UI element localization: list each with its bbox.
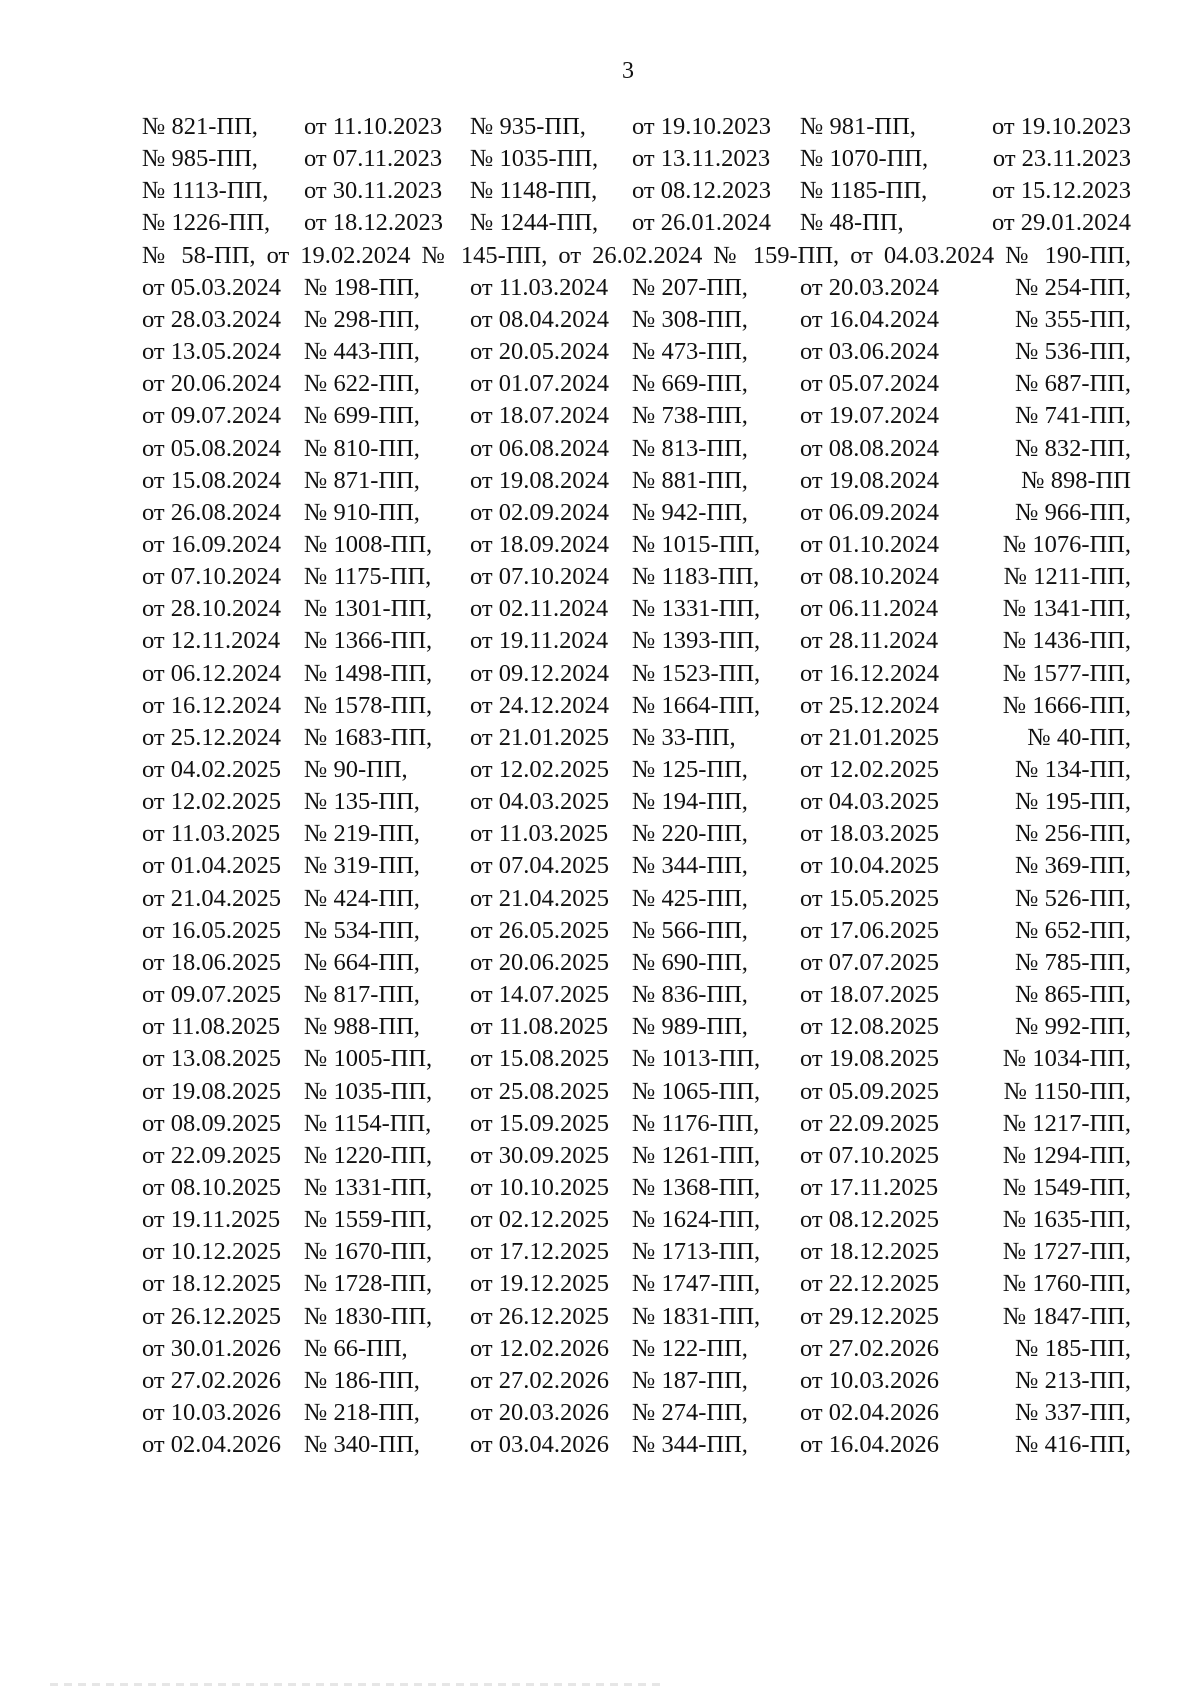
resolution-date: от 06.09.2024	[800, 498, 940, 526]
resolution-date: от 27.02.2026	[142, 1366, 282, 1394]
resolution-number: № 369-ПП,	[1015, 852, 1131, 880]
resolution-number: № 817-ПП,	[304, 981, 420, 1009]
resolution-date: от 27.02.2026	[470, 1366, 610, 1394]
list-line	[0, 399, 1200, 433]
resolution-number: № 425-ПП,	[632, 884, 748, 912]
resolution-number: № 966-ПП,	[1015, 498, 1131, 526]
resolution-number: № 1747-ПП,	[632, 1270, 761, 1298]
resolution-number: № 443-ПП,	[304, 338, 420, 366]
resolution-date: от 10.04.2025	[800, 852, 940, 880]
resolution-number: № 1154-ПП,	[304, 1109, 432, 1137]
resolution-number: № 652-ПП,	[1015, 916, 1131, 944]
resolution-number: № 1076-ПП,	[1002, 530, 1131, 558]
resolution-number: № 981-ПП,	[800, 113, 916, 140]
resolution-number: № 1523-ПП,	[632, 659, 761, 687]
resolution-number: № 186-ПП,	[304, 1366, 420, 1394]
list-line	[0, 496, 1200, 530]
resolution-number: № 198-ПП,	[304, 273, 420, 301]
resolution-date: от 26.12.2025	[470, 1302, 610, 1330]
resolution-date: от 18.09.2024	[470, 530, 610, 558]
resolution-number: № 622-ПП,	[304, 370, 420, 398]
resolution-number: № 1005-ПП,	[304, 1045, 433, 1073]
resolution-number: № 1624-ПП,	[632, 1206, 761, 1234]
resolution-date: от 15.08.2025	[470, 1045, 610, 1073]
resolution-date: от 19.10.2023	[632, 113, 772, 140]
resolution-date: от 02.12.2025	[470, 1206, 610, 1234]
list-line	[0, 785, 1200, 819]
resolution-date: от 03.04.2026	[470, 1431, 610, 1459]
resolution-date: от 29.12.2025	[800, 1302, 940, 1330]
resolution-date: от 20.03.2026	[470, 1399, 610, 1426]
list-line	[0, 1139, 1200, 1173]
resolution-date: от 06.11.2024	[800, 595, 939, 623]
resolution-date: от 19.07.2024	[800, 402, 940, 430]
resolution-number: № 810-ПП,	[304, 434, 420, 462]
list-line	[0, 1267, 1200, 1301]
resolution-date: от 19.10.2023	[991, 113, 1131, 140]
resolution-date: от 15.12.2023	[991, 177, 1131, 205]
list-line	[0, 1428, 1200, 1462]
resolution-date: от 17.06.2025	[800, 916, 940, 944]
resolution-number: № 699-ПП,	[304, 402, 420, 430]
resolution-date: от 23.11.2023	[992, 145, 1131, 173]
resolution-number: № 738-ПП,	[632, 402, 748, 430]
resolution-number: № 424-ПП,	[304, 884, 420, 912]
resolution-date: от 26.12.2025	[142, 1302, 282, 1330]
resolution-number: № 1498-ПП,	[304, 659, 433, 687]
resolution-number: № 669-ПП,	[632, 370, 748, 398]
resolution-date: от 28.10.2024	[142, 595, 282, 623]
list-line	[0, 1396, 1200, 1430]
resolution-date: от 01.07.2024	[470, 370, 610, 398]
resolution-date: от 05.09.2025	[800, 1077, 940, 1105]
resolution-date: от 08.12.2025	[800, 1206, 940, 1234]
resolution-number: № 125-ПП,	[632, 756, 748, 783]
resolution-number: № 1847-ПП,	[1002, 1302, 1131, 1330]
resolution-date: от 12.02.2025	[142, 788, 282, 816]
resolution-number: № 33-ПП,	[632, 723, 736, 751]
list-line	[0, 914, 1200, 948]
resolution-number: № 344-ПП,	[632, 1431, 748, 1459]
resolution-date: от 11.03.2024	[470, 273, 609, 301]
resolution-number: № 1211-ПП,	[1003, 563, 1131, 591]
resolution-date: от 22.09.2025	[142, 1141, 282, 1169]
resolution-date: от 16.09.2024	[142, 530, 282, 558]
resolution-date: от 02.09.2024	[470, 498, 610, 526]
resolution-number: № 898-ПП	[1021, 466, 1131, 494]
resolution-number: № 813-ПП,	[632, 434, 748, 462]
resolution-date: от 08.08.2024	[800, 434, 940, 462]
resolution-date: от 18.12.2025	[800, 1238, 940, 1266]
resolution-number: № 256-ПП,	[1015, 820, 1131, 848]
resolution-date: от 12.02.2025	[800, 756, 940, 783]
list-line	[0, 432, 1200, 466]
resolution-date: от 26.01.2024	[632, 209, 772, 237]
resolution-number: № 988-ПП,	[304, 1013, 420, 1041]
resolution-number: № 1760-ПП,	[1002, 1270, 1131, 1298]
resolution-number: № 1831-ПП,	[632, 1302, 761, 1330]
resolution-number: № 1176-ПП,	[632, 1109, 760, 1137]
resolution-date: от 19.08.2024	[470, 466, 610, 494]
resolution-date: от 11.03.2025	[142, 820, 281, 848]
resolution-date: от 02.11.2024	[470, 595, 609, 623]
resolution-date: от 04.02.2025	[142, 756, 282, 783]
resolution-date: от 09.12.2024	[470, 659, 610, 687]
list-line	[0, 817, 1200, 851]
resolution-number: № 821-ПП,	[142, 113, 258, 140]
resolution-date: от 17.11.2025	[800, 1173, 939, 1201]
resolution-number: № 1728-ПП,	[304, 1270, 433, 1298]
resolution-date: от 26.08.2024	[142, 498, 282, 526]
list-line	[0, 142, 1200, 176]
resolution-date: от 15.09.2025	[470, 1109, 610, 1137]
resolution-number: № 1393-ПП,	[632, 627, 761, 655]
resolution-number: № 1185-ПП,	[800, 177, 928, 205]
resolution-date: от 18.12.2025	[142, 1270, 282, 1298]
resolution-date: от 22.09.2025	[800, 1109, 940, 1137]
resolution-date: от 09.07.2024	[142, 402, 282, 430]
resolution-number: № 274-ПП,	[632, 1399, 748, 1426]
resolution-number: № 1559-ПП,	[304, 1206, 433, 1234]
resolution-date: от 30.11.2023	[304, 177, 443, 205]
resolution-date: от 16.05.2025	[142, 916, 282, 944]
resolution-number: № 1366-ПП,	[304, 627, 433, 655]
list-line	[0, 849, 1200, 883]
resolution-date: от 20.05.2024	[470, 338, 610, 366]
resolution-number: № 910-ПП,	[304, 498, 420, 526]
resolution-date: от 16.04.2026	[800, 1431, 940, 1459]
resolution-number: № 1220-ПП,	[304, 1141, 433, 1169]
resolution-number: № 1261-ПП,	[632, 1141, 761, 1169]
resolution-date: от 18.07.2024	[470, 402, 610, 430]
resolution-date: от 25.08.2025	[470, 1077, 610, 1105]
resolution-date: от 05.03.2024	[142, 273, 282, 301]
list-line	[0, 560, 1200, 594]
resolution-number: № 832-ПП,	[1015, 434, 1131, 462]
resolution-date: от 13.05.2024	[142, 338, 282, 366]
resolution-date: от 25.12.2024	[800, 691, 940, 719]
resolution-number: № 1294-ПП,	[1002, 1141, 1131, 1169]
resolution-number: № 1341-ПП,	[1002, 595, 1131, 623]
list-line	[0, 335, 1200, 369]
resolution-number: № 1683-ПП,	[304, 723, 433, 751]
resolution-number: № 1015-ПП,	[632, 530, 761, 558]
list-line	[0, 978, 1200, 1012]
resolution-number: № 526-ПП,	[1015, 884, 1131, 912]
list-line	[0, 174, 1200, 208]
resolution-number: № 254-ПП,	[1015, 273, 1131, 301]
resolution-number: № 66-ПП,	[304, 1334, 408, 1362]
resolution-number: № 194-ПП,	[632, 788, 748, 816]
page-number: 3	[622, 58, 634, 84]
resolution-number: № 1713-ПП,	[632, 1238, 761, 1266]
resolution-number: № 187-ПП,	[632, 1366, 748, 1394]
resolution-number: № 48-ПП,	[800, 209, 904, 237]
resolution-number: № 741-ПП,	[1015, 402, 1131, 430]
resolution-date: от 09.07.2025	[142, 981, 282, 1009]
resolution-date: от 14.07.2025	[470, 981, 610, 1009]
resolution-date: от 11.10.2023	[304, 113, 443, 140]
list-line	[0, 271, 1200, 305]
resolution-date: от 07.07.2025	[800, 948, 940, 976]
resolution-date: от 29.01.2024	[991, 209, 1131, 237]
resolution-number: № 344-ПП,	[632, 852, 748, 880]
list-line	[0, 689, 1200, 723]
resolution-number: № 992-ПП,	[1015, 1013, 1131, 1041]
list-line	[0, 1171, 1200, 1205]
resolution-number: № 473-ПП,	[632, 338, 748, 366]
resolution-number: № 135-ПП,	[304, 788, 420, 816]
resolution-date: от 12.08.2025	[800, 1013, 940, 1041]
resolution-number: № 1008-ПП,	[304, 530, 433, 558]
resolution-date: от 18.12.2023	[304, 209, 444, 237]
resolution-number: № 1217-ПП,	[1002, 1109, 1131, 1137]
resolution-date: от 13.11.2023	[632, 145, 771, 173]
resolution-date: от 28.11.2024	[800, 627, 939, 655]
resolution-number: № 355-ПП,	[1015, 305, 1131, 333]
resolution-date: от 21.04.2025	[470, 884, 610, 912]
resolution-date: от 19.08.2025	[800, 1045, 940, 1073]
resolution-number: № 1113-ПП,	[142, 177, 269, 205]
resolution-date: от 01.04.2025	[142, 852, 282, 880]
resolution-number: № 1070-ПП,	[800, 145, 929, 173]
list-line	[0, 1235, 1200, 1269]
resolution-date: от 06.12.2024	[142, 659, 282, 687]
resolution-number: № 1635-ПП,	[1002, 1206, 1131, 1234]
list-line	[0, 464, 1200, 498]
resolution-number: № 836-ПП,	[632, 981, 748, 1009]
resolution-number: № 308-ПП,	[632, 305, 748, 333]
resolution-date: от 02.04.2026	[800, 1399, 940, 1426]
resolution-number: № 1664-ПП,	[632, 691, 761, 719]
resolution-number: № 664-ПП,	[304, 948, 420, 976]
resolution-date: от 19.11.2025	[142, 1206, 281, 1234]
resolution-date: от 04.03.2025	[800, 788, 940, 816]
resolution-date: от 25.12.2024	[142, 723, 282, 751]
list-line	[0, 110, 1200, 144]
resolution-number: № 985-ПП,	[142, 145, 258, 173]
resolution-date: от 10.10.2025	[470, 1173, 610, 1201]
list-line	[0, 239, 1200, 273]
resolution-number: № 220-ПП,	[632, 820, 748, 848]
resolution-date: от 11.03.2025	[470, 820, 609, 848]
resolution-number: № 1436-ПП,	[1002, 627, 1131, 655]
list-line	[0, 1042, 1200, 1076]
resolution-date: от 16.12.2024	[800, 659, 940, 687]
list-line	[0, 624, 1200, 658]
resolution-date: от 19.12.2025	[470, 1270, 610, 1298]
resolution-number: № 195-ПП,	[1015, 788, 1131, 816]
resolution-date: от 06.08.2024	[470, 434, 610, 462]
list-line	[0, 1010, 1200, 1044]
resolution-number: № 1150-ПП,	[1003, 1077, 1131, 1105]
resolution-date: от 07.10.2024	[142, 563, 282, 591]
resolution-date: от 10.12.2025	[142, 1238, 282, 1266]
list-line	[0, 721, 1200, 755]
resolution-date: от 16.12.2024	[142, 691, 282, 719]
list-line	[0, 753, 1200, 787]
resolution-date: от 20.03.2024	[800, 273, 940, 301]
resolution-date: от 16.04.2024	[800, 305, 940, 333]
resolution-number: № 213-ПП,	[1015, 1366, 1131, 1394]
resolution-date: от 12.02.2026	[470, 1334, 610, 1362]
resolution-number: № 298-ПП,	[304, 305, 420, 333]
resolution-number: № 935-ПП,	[470, 113, 586, 140]
resolution-date: от 19.08.2024	[800, 466, 940, 494]
resolution-date: от 03.06.2024	[800, 338, 940, 366]
resolution-number: № 536-ПП,	[1015, 338, 1131, 366]
resolution-number: № 690-ПП,	[632, 948, 748, 976]
list-line-text: № 58-ПП, от 19.02.2024 № 145-ПП, от 26.02.2024 № 159-ПП, от 04.03.2024 № 190-ПП,	[142, 241, 1131, 269]
resolution-date: от 07.10.2025	[800, 1141, 940, 1169]
resolution-number: № 1035-ПП,	[470, 145, 599, 173]
resolution-number: № 134-ПП,	[1015, 756, 1131, 783]
resolution-number: № 1013-ПП,	[632, 1045, 761, 1073]
list-line	[0, 303, 1200, 337]
resolution-number: № 1331-ПП,	[304, 1173, 433, 1201]
resolution-date: от 30.09.2025	[470, 1141, 610, 1169]
resolution-date: от 08.10.2025	[142, 1173, 282, 1201]
resolution-number: № 1331-ПП,	[632, 595, 761, 623]
resolution-number: № 1578-ПП,	[304, 691, 433, 719]
resolution-number: № 219-ПП,	[304, 820, 420, 848]
resolution-number: № 1549-ПП,	[1002, 1173, 1131, 1201]
resolution-date: от 19.08.2025	[142, 1077, 282, 1105]
list-line	[0, 882, 1200, 916]
resolution-date: от 04.03.2025	[470, 788, 610, 816]
list-line	[0, 592, 1200, 626]
resolution-number: № 1670-ПП,	[304, 1238, 433, 1266]
scan-artifact	[50, 1683, 660, 1686]
resolution-date: от 15.08.2024	[142, 466, 282, 494]
resolution-number: № 1175-ПП,	[304, 563, 432, 591]
resolution-number: № 1830-ПП,	[304, 1302, 433, 1330]
resolution-number: № 1244-ПП,	[470, 209, 599, 237]
resolution-date: от 20.06.2025	[470, 948, 610, 976]
resolution-date: от 05.08.2024	[142, 434, 282, 462]
resolution-date: от 15.05.2025	[800, 884, 940, 912]
resolution-date: от 21.04.2025	[142, 884, 282, 912]
resolution-date: от 01.10.2024	[800, 530, 940, 558]
resolution-date: от 21.01.2025	[470, 723, 610, 751]
list-line	[0, 1332, 1200, 1366]
list-line	[0, 1107, 1200, 1141]
resolution-number: № 942-ПП,	[632, 498, 748, 526]
resolution-number: № 1148-ПП,	[470, 177, 598, 205]
resolution-date: от 12.02.2025	[470, 756, 610, 783]
list-line	[0, 367, 1200, 401]
resolution-date: от 18.06.2025	[142, 948, 282, 976]
resolution-date: от 17.12.2025	[470, 1238, 610, 1266]
resolution-number: № 122-ПП,	[632, 1334, 748, 1362]
resolution-number: № 40-ПП,	[1027, 723, 1131, 751]
resolution-number: № 1226-ПП,	[142, 209, 271, 237]
resolution-date: от 24.12.2024	[470, 691, 610, 719]
resolution-number: № 881-ПП,	[632, 466, 748, 494]
resolution-date: от 10.03.2026	[800, 1366, 940, 1394]
resolution-date: от 18.03.2025	[800, 820, 940, 848]
resolution-date: от 02.04.2026	[142, 1431, 282, 1459]
resolution-date: от 13.08.2025	[142, 1045, 282, 1073]
resolution-number: № 785-ПП,	[1015, 948, 1131, 976]
resolution-number: № 1183-ПП,	[632, 563, 760, 591]
resolution-number: № 185-ПП,	[1015, 1334, 1131, 1362]
resolution-number: № 871-ПП,	[304, 466, 420, 494]
resolution-date: от 08.12.2023	[632, 177, 772, 205]
list-line	[0, 1364, 1200, 1398]
resolution-number: № 340-ПП,	[304, 1431, 420, 1459]
resolution-date: от 05.07.2024	[800, 370, 940, 398]
resolution-number: № 865-ПП,	[1015, 981, 1131, 1009]
resolution-number: № 1727-ПП,	[1002, 1238, 1131, 1266]
resolution-date: от 26.05.2025	[470, 916, 610, 944]
resolution-date: от 27.02.2026	[800, 1334, 940, 1362]
resolution-number: № 1034-ПП,	[1002, 1045, 1131, 1073]
resolution-date: от 07.11.2023	[304, 145, 443, 173]
list-line	[0, 1300, 1200, 1334]
resolution-number: № 687-ПП,	[1015, 370, 1131, 398]
resolution-number: № 1065-ПП,	[632, 1077, 761, 1105]
resolution-date: от 07.04.2025	[470, 852, 610, 880]
resolution-number: № 90-ПП,	[304, 756, 408, 783]
resolution-number: № 337-ПП,	[1015, 1399, 1131, 1426]
resolution-date: от 28.03.2024	[142, 305, 282, 333]
resolution-date: от 21.01.2025	[800, 723, 940, 751]
resolution-number: № 1368-ПП,	[632, 1173, 761, 1201]
resolution-date: от 30.01.2026	[142, 1334, 282, 1362]
resolution-date: от 11.08.2025	[142, 1013, 281, 1041]
resolution-date: от 18.07.2025	[800, 981, 940, 1009]
resolution-number: № 319-ПП,	[304, 852, 420, 880]
list-line	[0, 206, 1200, 240]
resolution-number: № 218-ПП,	[304, 1399, 420, 1426]
resolution-number: № 1577-ПП,	[1002, 659, 1131, 687]
resolution-date: от 08.04.2024	[470, 305, 610, 333]
resolution-date: от 20.06.2024	[142, 370, 282, 398]
resolution-number: № 1666-ПП,	[1002, 691, 1131, 719]
resolution-number: № 566-ПП,	[632, 916, 748, 944]
resolution-date: от 12.11.2024	[142, 627, 281, 655]
resolution-date: от 07.10.2024	[470, 563, 610, 591]
resolution-date: от 10.03.2026	[142, 1399, 282, 1426]
resolution-number: № 989-ПП,	[632, 1013, 748, 1041]
resolution-date: от 22.12.2025	[800, 1270, 940, 1298]
list-line	[0, 946, 1200, 980]
resolution-number: № 207-ПП,	[632, 273, 748, 301]
list-line	[0, 1075, 1200, 1109]
list-line	[0, 528, 1200, 562]
resolution-date: от 19.11.2024	[470, 627, 609, 655]
list-line	[0, 657, 1200, 691]
resolution-date: от 08.09.2025	[142, 1109, 282, 1137]
resolution-date: от 11.08.2025	[470, 1013, 609, 1041]
resolution-number: № 416-ПП,	[1015, 1431, 1131, 1459]
resolution-number: № 534-ПП,	[304, 916, 420, 944]
resolution-date: от 08.10.2024	[800, 563, 940, 591]
resolution-number: № 1301-ПП,	[304, 595, 433, 623]
resolution-number: № 1035-ПП,	[304, 1077, 433, 1105]
list-line	[0, 1203, 1200, 1237]
